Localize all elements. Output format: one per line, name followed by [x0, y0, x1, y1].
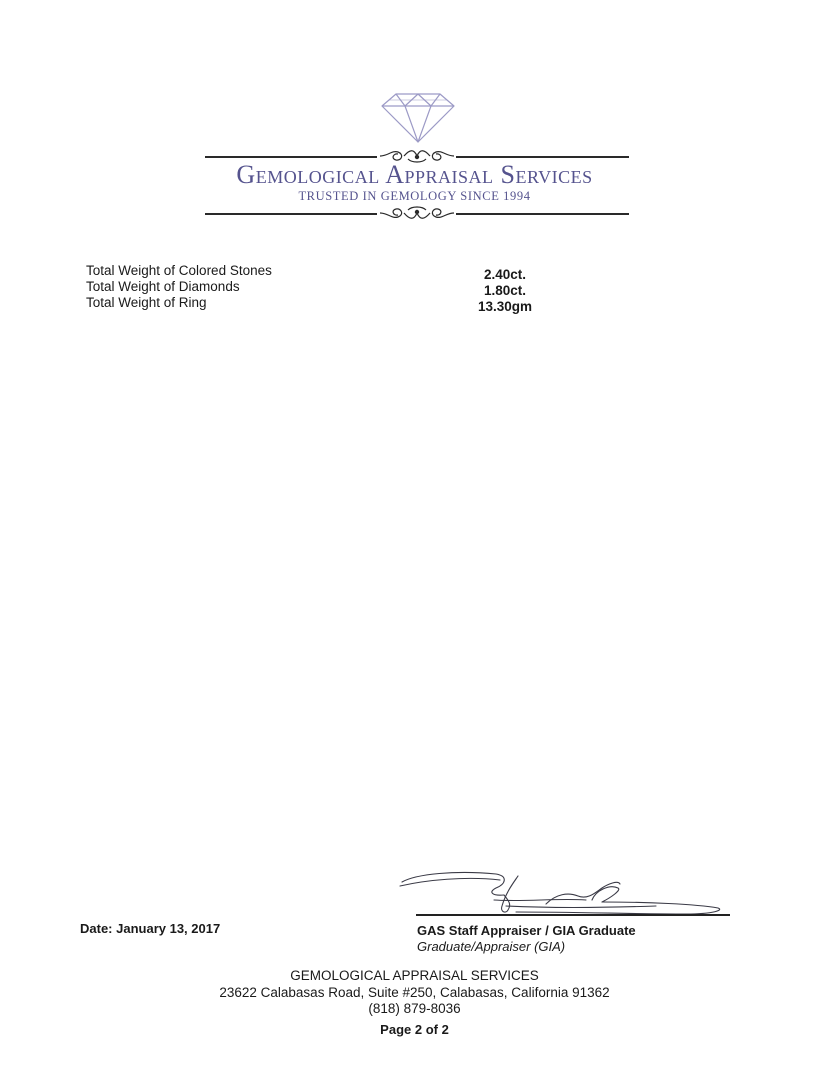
footer-phone: (818) 879-8036: [368, 1001, 461, 1016]
ring-weight-value: 13.30gm: [477, 299, 533, 314]
handwritten-signature: [396, 862, 731, 918]
letterhead-rule: [456, 213, 629, 215]
diamonds-weight-value: 1.80ct.: [483, 283, 527, 298]
ring-weight-label: Total Weight of Ring: [86, 295, 207, 310]
appraisal-date: Date: January 13, 2017: [80, 921, 221, 936]
diamonds-weight-label: Total Weight of Diamonds: [86, 279, 240, 294]
diamond-icon: [378, 88, 458, 144]
company-name: Gemological Appraisal Services: [236, 160, 593, 189]
scroll-ornament-icon: [378, 204, 456, 222]
appraiser-title: GAS Staff Appraiser / GIA Graduate: [417, 923, 636, 938]
footer-company: GEMOLOGICAL APPRAISAL SERVICES: [290, 968, 539, 983]
colored-stones-weight-value: 2.40ct.: [483, 267, 527, 282]
letterhead-rule: [205, 156, 377, 158]
letterhead-rule: [456, 156, 629, 158]
signature-line: [416, 914, 730, 916]
company-tagline: TRUSTED IN GEMOLOGY SINCE 1994: [298, 189, 531, 203]
page-number: Page 2 of 2: [380, 1022, 449, 1037]
colored-stones-weight-label: Total Weight of Colored Stones: [86, 263, 272, 278]
appraiser-subtitle: Graduate/Appraiser (GIA): [417, 939, 566, 954]
letterhead-rule: [205, 213, 377, 215]
footer-address: 23622 Calabasas Road, Suite #250, Calabasas, California 91362: [219, 985, 610, 1000]
